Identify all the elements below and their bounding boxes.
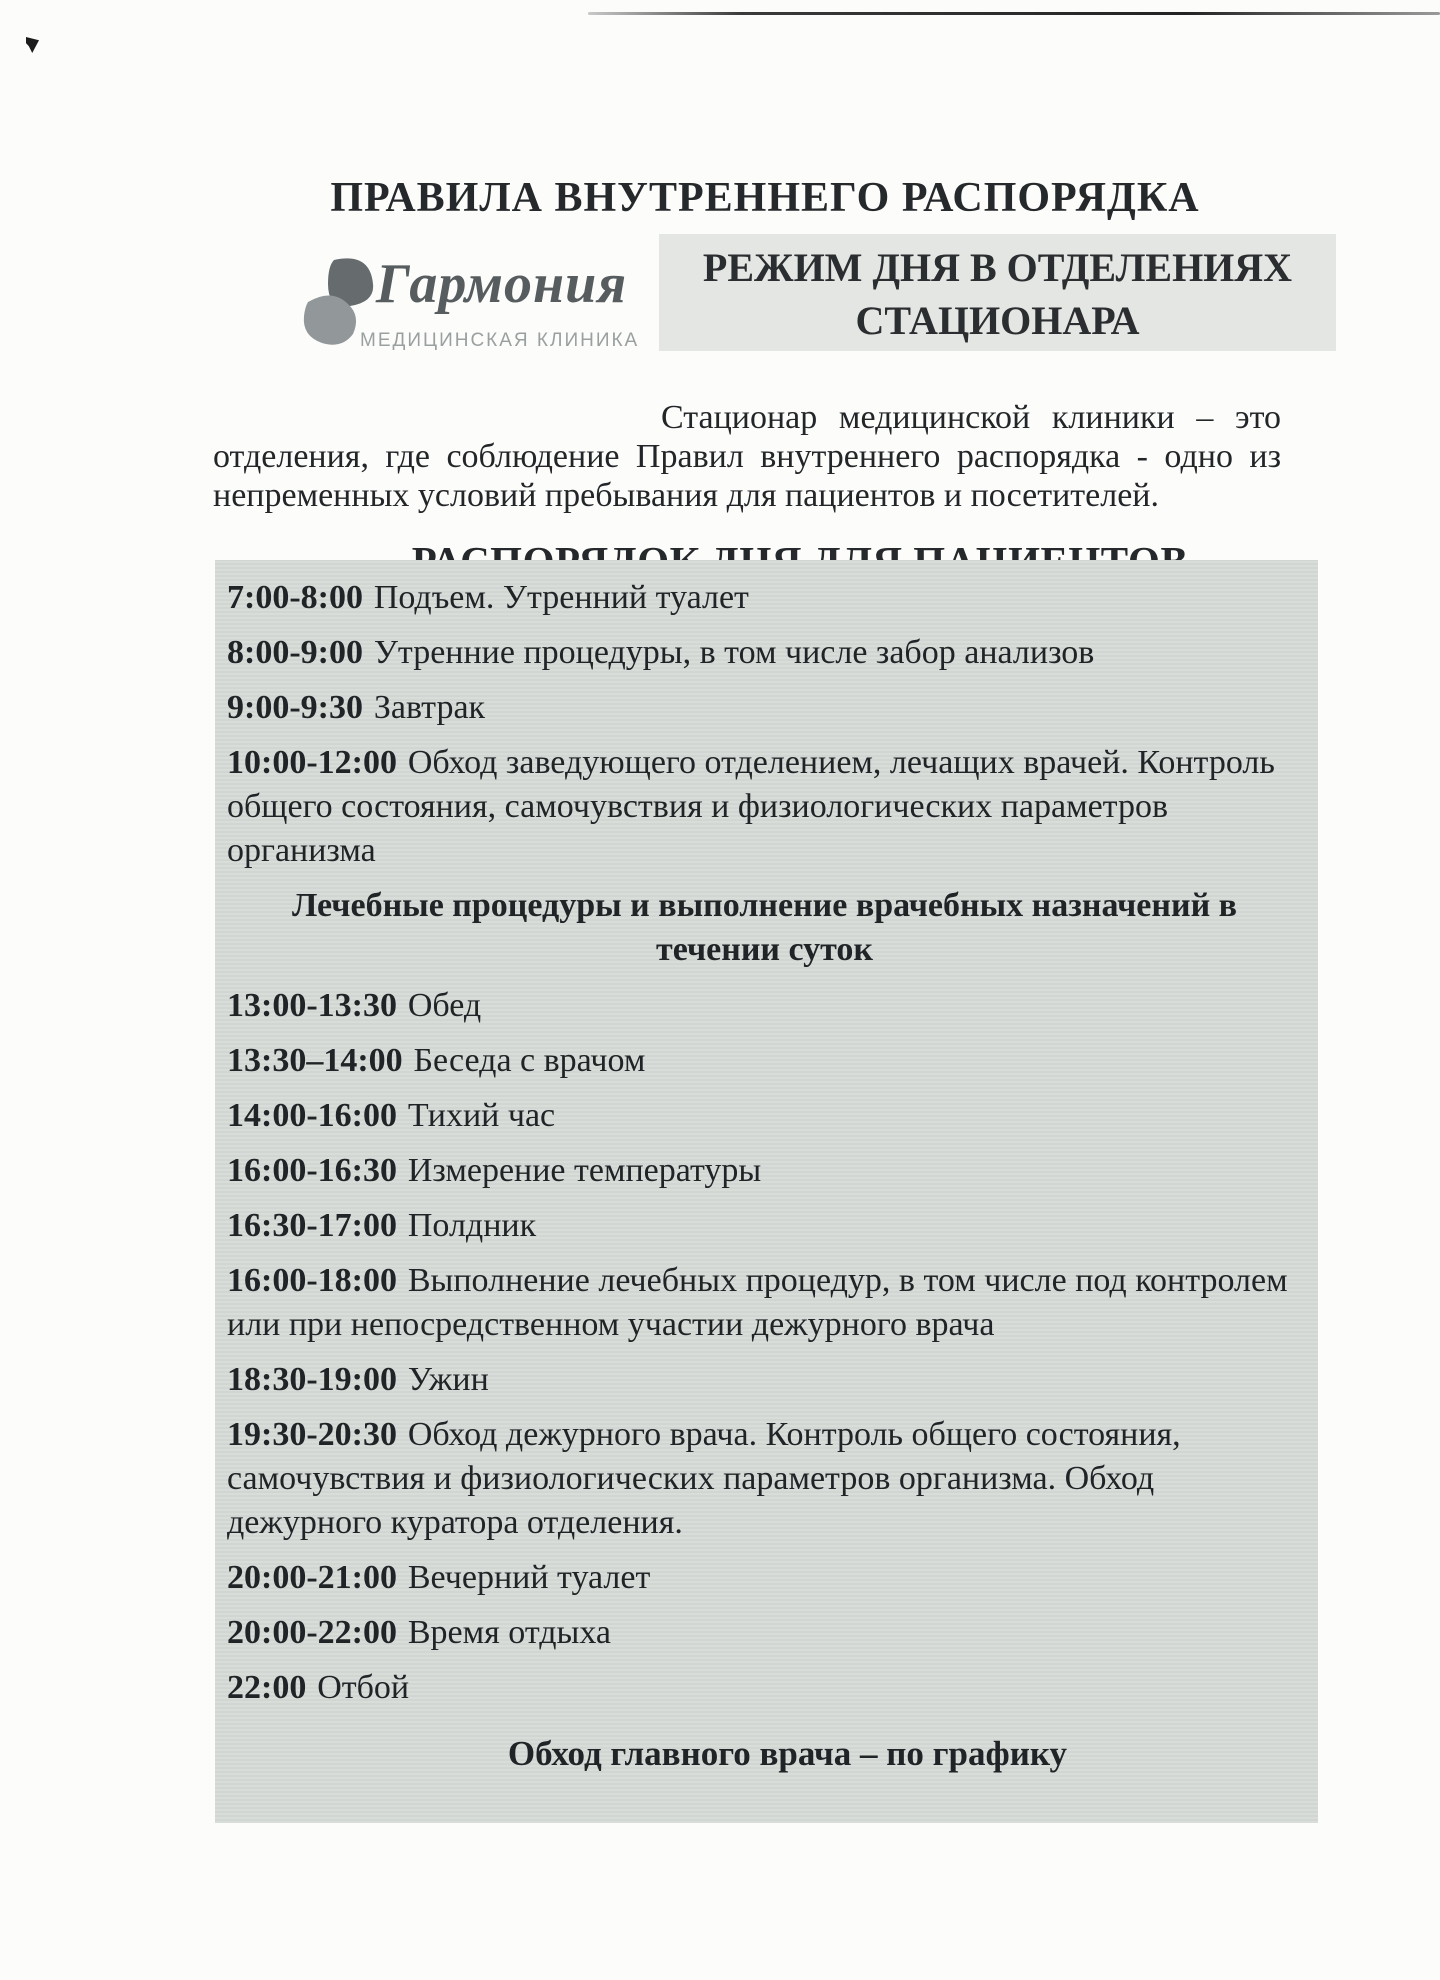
schedule-time: 16:00-18:00: [227, 1262, 397, 1299]
schedule-activity: Обед: [407, 987, 482, 1024]
schedule-item: [227, 1666, 1302, 1710]
schedule-item: [227, 1149, 1302, 1193]
schedule-item: [227, 1358, 1302, 1402]
schedule-activity: Отбой: [317, 1669, 410, 1706]
clinic-logo-tagline: МЕДИЦИНСКАЯ КЛИНИКА: [360, 330, 640, 351]
schedule-item: [227, 1094, 1302, 1138]
schedule-item: [227, 1039, 1302, 1083]
schedule-time: 10:00-12:00: [227, 744, 397, 781]
schedule-time: 13:00-13:30: [227, 987, 397, 1024]
schedule-activity: Измерение температуры: [407, 1152, 762, 1189]
schedule-time: 22:00: [227, 1669, 307, 1706]
schedule-activity: Завтрак: [373, 689, 486, 726]
schedule-time: 9:00-9:30: [227, 689, 363, 726]
schedule-time: 16:00-16:30: [227, 1152, 397, 1189]
schedule-time: 18:30-19:00: [227, 1361, 397, 1398]
schedule-time: 20:00-22:00: [227, 1614, 397, 1651]
schedule-time: 8:00-9:00: [227, 634, 363, 671]
schedule-activity: Обход дежурного врача. Контроль общего состояния, самочувствия и физиологических параметров организма. Обход дежурного куратора отделения.: [227, 1416, 1181, 1541]
document-title: ПРАВИЛА ВНУТРЕННЕГО РАСПОРЯДКА: [330, 175, 1200, 222]
ward-daily-regime-header: [659, 234, 1336, 351]
schedule-footer-note: Обход главного врача – по графику: [507, 1734, 1068, 1773]
schedule-subheading: Лечебные процедуры и выполнение врачебных назначений в течении суток: [291, 887, 1238, 968]
schedule-activity: Беседа с врачом: [413, 1042, 646, 1079]
intro-paragraph: Стационар медицинской клиники – это отделения, где соблюдение Правил внутреннего распорядка - одно из непременных условий пребывания для пациентов и посетителей.: [213, 399, 1281, 514]
clinic-logo-name: Гармония: [376, 253, 628, 315]
schedule-activity: Обход заведующего отделением, лечащих врачей. Контроль общего состояния, самочувствия и физиологических параметров организма: [227, 744, 1275, 869]
schedule-item: [227, 984, 1302, 1028]
schedule-activity: Вечерний туалет: [407, 1559, 651, 1596]
schedule-activity: Тихий час: [407, 1097, 556, 1134]
schedule-activity: Ужин: [407, 1361, 489, 1398]
ward-header-line2: СТАЦИОНАРА: [855, 298, 1140, 343]
schedule-time: 13:30–14:00: [227, 1042, 403, 1079]
schedule-item: [227, 1556, 1302, 1600]
schedule-time: 19:30-20:30: [227, 1416, 397, 1453]
schedule-item: [227, 741, 1302, 873]
schedule-item: [227, 1413, 1302, 1545]
scan-edge-line: [588, 12, 1440, 15]
schedule-item: [227, 1259, 1302, 1347]
schedule-activity: Время отдыха: [407, 1614, 612, 1651]
scan-artifact-mark: [26, 37, 39, 53]
ward-header-line1: РЕЖИМ ДНЯ В ОТДЕЛЕНИЯХ: [702, 245, 1293, 290]
schedule-time: 16:30-17:00: [227, 1207, 397, 1244]
schedule-activity: Подъем. Утренний туалет: [373, 579, 749, 616]
schedule-time: 14:00-16:00: [227, 1097, 397, 1134]
schedule-activity: Выполнение лечебных процедур, в том числе под контролем или при непосредственном участии дежурного врача: [227, 1262, 1288, 1343]
schedule-time: 20:00-21:00: [227, 1559, 397, 1596]
schedule-item: [227, 1611, 1302, 1655]
schedule-item: [227, 686, 1302, 730]
schedule-item: [227, 1204, 1302, 1248]
schedule-box: [215, 560, 1318, 1823]
schedule-item: [227, 576, 1302, 620]
schedule-activity: Полдник: [407, 1207, 537, 1244]
schedule-time: 7:00-8:00: [227, 579, 363, 616]
schedule-activity: Утренние процедуры, в том числе забор анализов: [373, 634, 1095, 671]
schedule-item: [227, 631, 1302, 675]
